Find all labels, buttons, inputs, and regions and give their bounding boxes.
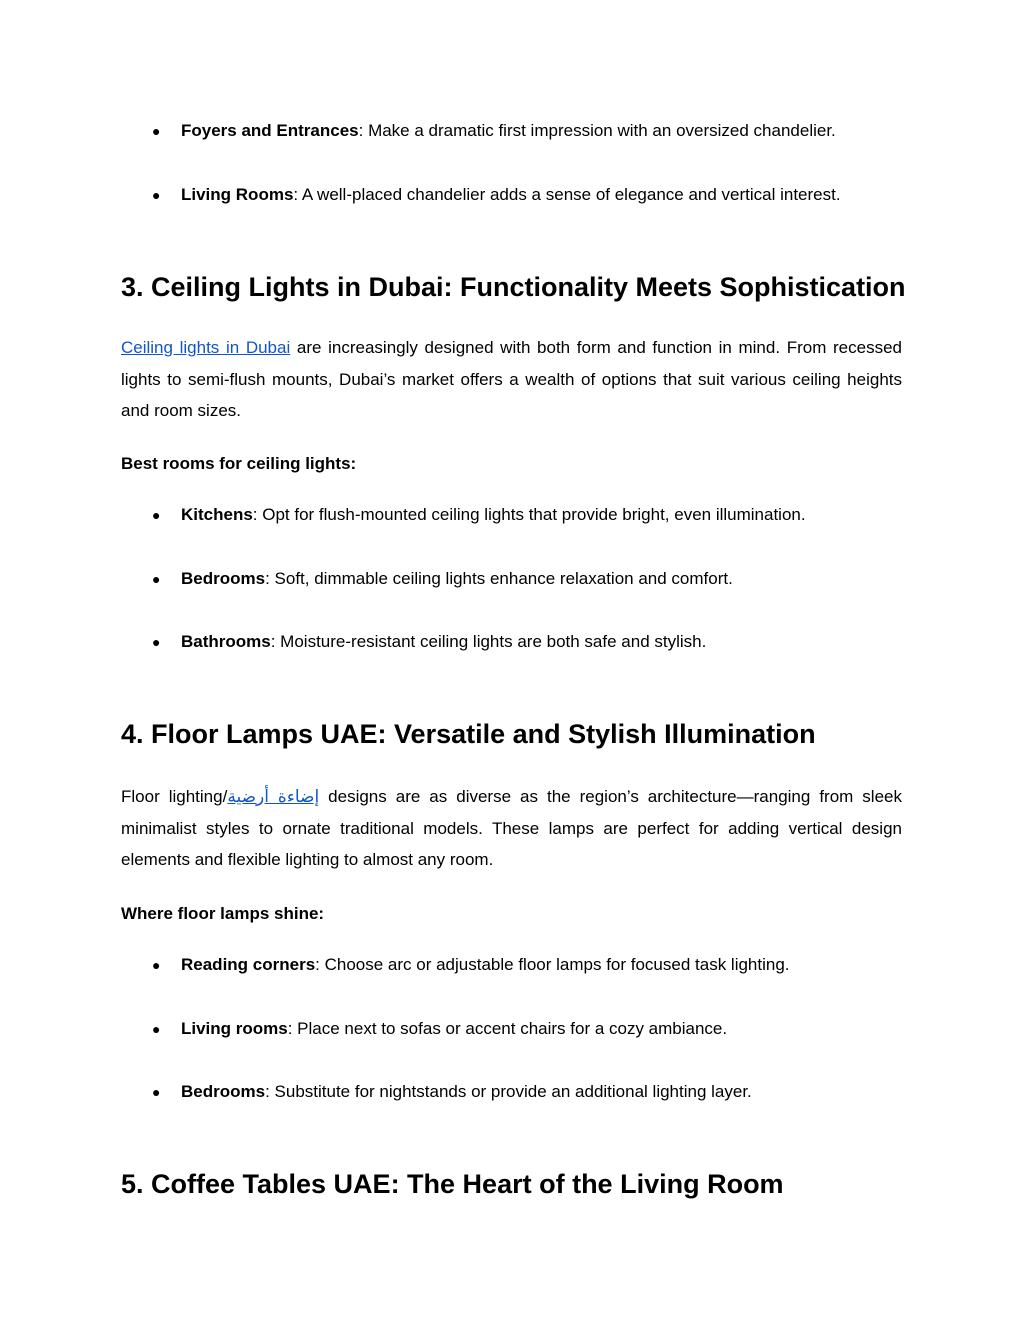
- list-item-desc: : A well-placed chandelier adds a sense of elegance and vertical interest.: [293, 185, 841, 204]
- list-item-desc: : Opt for flush-mounted ceiling lights that provide bright, even illumination.: [252, 505, 806, 524]
- bullet-icon: ●: [152, 957, 161, 973]
- list-item-desc: : Moisture-resistant ceiling lights are both safe and stylish.: [270, 632, 707, 651]
- list-item-term: Bedrooms: [181, 1082, 266, 1101]
- paragraph-text: designs are as diverse as the region’s architecture—ranging from sleek minimalist styles to ornate traditional models. These lamps are perfect for adding vertical design elements and flexible lighting to almost any room.: [121, 787, 902, 869]
- list-item: [152, 631, 912, 653]
- bullet-icon: ●: [152, 1021, 161, 1037]
- list-item-term: Living Rooms: [181, 185, 294, 204]
- list-item: [152, 184, 912, 206]
- bullet-icon: ●: [152, 187, 161, 203]
- paragraph-ceiling-lights: [121, 332, 902, 427]
- subheading-best-rooms: Best rooms for ceiling lights:: [121, 454, 357, 473]
- list-item-term: Bedrooms: [181, 569, 266, 588]
- bullet-icon: ●: [152, 634, 161, 650]
- section-heading-floor-lamps: 4. Floor Lamps UAE: Versatile and Stylish Illumination: [121, 719, 816, 749]
- bullet-icon: ●: [152, 123, 161, 139]
- section-heading-ceiling-lights: 3. Ceiling Lights in Dubai: Functionality Meets Sophistication: [121, 272, 906, 302]
- paragraph-floor-lamps: [121, 781, 902, 876]
- list-item-desc: : Make a dramatic first impression with an oversized chandelier.: [358, 121, 836, 140]
- list-item: [152, 1018, 912, 1040]
- list-item-desc: : Substitute for nightstands or provide an additional lighting layer.: [265, 1082, 752, 1101]
- list-item: [152, 1081, 912, 1103]
- list-item-desc: : Soft, dimmable ceiling lights enhance relaxation and comfort.: [265, 569, 733, 588]
- list-item-term: Reading corners: [181, 955, 316, 974]
- list-item: [152, 120, 912, 142]
- bullet-icon: ●: [152, 571, 161, 587]
- section-heading-coffee-tables: 5. Coffee Tables UAE: The Heart of the Living Room: [121, 1169, 784, 1199]
- paragraph-text: Floor lighting/: [121, 787, 228, 806]
- paragraph-text: are increasingly designed with both form and function in mind. From recessed lights to semi-flush mounts, Dubai’s market offers a wealth of options that suit various ceiling heights and room sizes.: [121, 338, 902, 420]
- list-item-desc: : Place next to sofas or accent chairs for a cozy ambiance.: [287, 1019, 728, 1038]
- list-item: [152, 504, 912, 526]
- bullet-icon: ●: [152, 1084, 161, 1100]
- list-item-term: Foyers and Entrances: [181, 121, 359, 140]
- floor-lighting-arabic-link[interactable]: إضاءة أرضية: [227, 787, 320, 806]
- list-item-term: Bathrooms: [181, 632, 271, 651]
- list-item-term: Living rooms: [181, 1019, 288, 1038]
- list-item-term: Kitchens: [181, 505, 253, 524]
- list-item-desc: : Choose arc or adjustable floor lamps for focused task lighting.: [315, 955, 790, 974]
- subheading-where-floor-lamps-shine: Where floor lamps shine:: [121, 904, 325, 923]
- bullet-icon: ●: [152, 507, 161, 523]
- ceiling-lights-link[interactable]: Ceiling lights in Dubai: [121, 338, 291, 357]
- list-item: [152, 954, 912, 976]
- list-item: [152, 568, 912, 590]
